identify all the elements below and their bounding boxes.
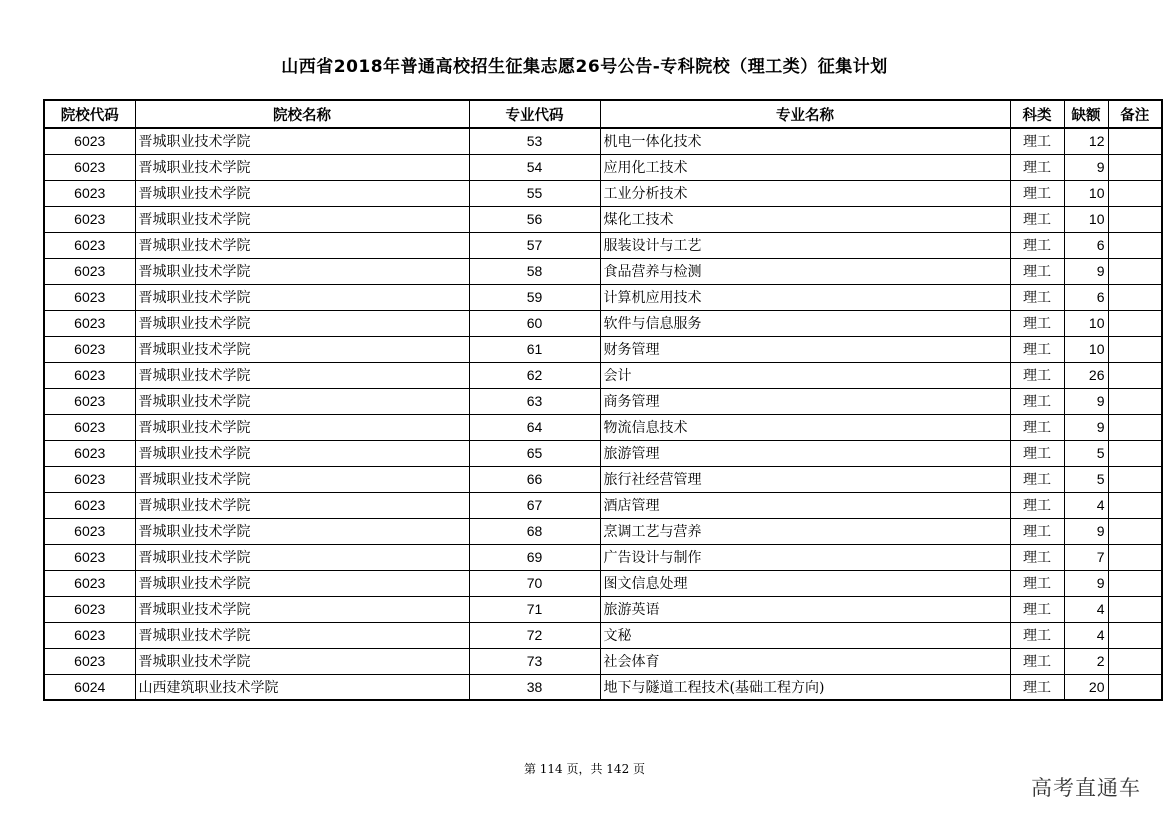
- table-row: [44, 466, 1162, 492]
- cell-school-code: 6023: [44, 206, 135, 232]
- cell-category: 理工: [1010, 284, 1064, 310]
- cell-school-name: 晋城职业技术学院: [135, 570, 469, 596]
- table-row: [44, 206, 1162, 232]
- cell-major-code: 68: [469, 518, 600, 544]
- cell-major-code: 63: [469, 388, 600, 414]
- cell-category: 理工: [1010, 648, 1064, 674]
- cell-school-code: 6023: [44, 336, 135, 362]
- cell-category: 理工: [1010, 440, 1064, 466]
- cell-vacancies: 10: [1064, 336, 1108, 362]
- table-row: [44, 388, 1162, 414]
- cell-school-name: 晋城职业技术学院: [135, 336, 469, 362]
- cell-school-name: 晋城职业技术学院: [135, 518, 469, 544]
- table-row: [44, 232, 1162, 258]
- cell-school-code: 6023: [44, 440, 135, 466]
- cell-major-code: 64: [469, 414, 600, 440]
- cell-vacancies: 5: [1064, 466, 1108, 492]
- cell-school-code: 6023: [44, 570, 135, 596]
- table-row: [44, 128, 1162, 154]
- cell-major-code: 61: [469, 336, 600, 362]
- cell-remark: [1108, 648, 1162, 674]
- cell-remark: [1108, 258, 1162, 284]
- cell-major-name: 文秘: [600, 622, 1010, 648]
- cell-school-name: 晋城职业技术学院: [135, 128, 469, 154]
- cell-school-code: 6023: [44, 362, 135, 388]
- cell-school-name: 晋城职业技术学院: [135, 180, 469, 206]
- cell-school-code: 6023: [44, 492, 135, 518]
- cell-school-code: 6023: [44, 622, 135, 648]
- cell-school-code: 6023: [44, 128, 135, 154]
- cell-school-code: 6023: [44, 596, 135, 622]
- cell-school-name: 晋城职业技术学院: [135, 154, 469, 180]
- cell-remark: [1108, 570, 1162, 596]
- cell-major-code: 69: [469, 544, 600, 570]
- page-footer: 第 114 页，共 142 页: [523, 762, 646, 776]
- cell-major-code: 67: [469, 492, 600, 518]
- cell-major-name: 旅行社经营管理: [600, 466, 1010, 492]
- cell-major-code: 60: [469, 310, 600, 336]
- watermark: 高考直通车: [1031, 776, 1141, 800]
- cell-vacancies: 9: [1064, 388, 1108, 414]
- cell-school-code: 6023: [44, 284, 135, 310]
- cell-school-code: 6023: [44, 518, 135, 544]
- cell-school-code: 6023: [44, 258, 135, 284]
- table-row: [44, 310, 1162, 336]
- cell-remark: [1108, 674, 1162, 700]
- cell-vacancies: 4: [1064, 622, 1108, 648]
- table-row: [44, 674, 1162, 700]
- cell-category: 理工: [1010, 258, 1064, 284]
- cell-school-name: 晋城职业技术学院: [135, 466, 469, 492]
- cell-school-code: 6023: [44, 232, 135, 258]
- cell-vacancies: 9: [1064, 518, 1108, 544]
- cell-vacancies: 26: [1064, 362, 1108, 388]
- cell-major-name: 机电一体化技术: [600, 128, 1010, 154]
- cell-school-code: 6023: [44, 544, 135, 570]
- cell-vacancies: 4: [1064, 492, 1108, 518]
- cell-category: 理工: [1010, 414, 1064, 440]
- cell-school-code: 6023: [44, 154, 135, 180]
- cell-category: 理工: [1010, 596, 1064, 622]
- cell-remark: [1108, 596, 1162, 622]
- cell-remark: [1108, 362, 1162, 388]
- cell-major-code: 72: [469, 622, 600, 648]
- cell-remark: [1108, 180, 1162, 206]
- cell-category: 理工: [1010, 232, 1064, 258]
- cell-major-name: 计算机应用技术: [600, 284, 1010, 310]
- cell-major-name: 会计: [600, 362, 1010, 388]
- cell-major-name: 工业分析技术: [600, 180, 1010, 206]
- cell-major-code: 66: [469, 466, 600, 492]
- cell-vacancies: 10: [1064, 206, 1108, 232]
- cell-remark: [1108, 544, 1162, 570]
- cell-major-name: 旅游管理: [600, 440, 1010, 466]
- cell-major-code: 55: [469, 180, 600, 206]
- cell-major-name: 食品营养与检测: [600, 258, 1010, 284]
- cell-school-code: 6023: [44, 466, 135, 492]
- table-row: [44, 570, 1162, 596]
- cell-vacancies: 9: [1064, 154, 1108, 180]
- cell-school-name: 晋城职业技术学院: [135, 622, 469, 648]
- cell-vacancies: 12: [1064, 128, 1108, 154]
- cell-school-name: 晋城职业技术学院: [135, 232, 469, 258]
- table-row: [44, 622, 1162, 648]
- cell-category: 理工: [1010, 336, 1064, 362]
- cell-school-name: 晋城职业技术学院: [135, 362, 469, 388]
- cell-major-name: 商务管理: [600, 388, 1010, 414]
- cell-remark: [1108, 232, 1162, 258]
- cell-major-name: 物流信息技术: [600, 414, 1010, 440]
- cell-major-name: 服装设计与工艺: [600, 232, 1010, 258]
- cell-remark: [1108, 492, 1162, 518]
- cell-school-name: 晋城职业技术学院: [135, 258, 469, 284]
- cell-remark: [1108, 518, 1162, 544]
- cell-category: 理工: [1010, 466, 1064, 492]
- cell-vacancies: 10: [1064, 310, 1108, 336]
- cell-school-code: 6023: [44, 648, 135, 674]
- header-category: 科类: [1010, 100, 1064, 128]
- document-title: 山西省2018年普通高校招生征集志愿26号公告-专科院校（理工类）征集计划: [281, 57, 888, 77]
- table-row: [44, 492, 1162, 518]
- cell-category: 理工: [1010, 492, 1064, 518]
- cell-school-name: 晋城职业技术学院: [135, 596, 469, 622]
- cell-category: 理工: [1010, 128, 1064, 154]
- cell-major-name: 酒店管理: [600, 492, 1010, 518]
- cell-school-name: 晋城职业技术学院: [135, 310, 469, 336]
- enrollment-plan-table: [43, 99, 1163, 701]
- cell-school-code: 6023: [44, 310, 135, 336]
- cell-vacancies: 5: [1064, 440, 1108, 466]
- cell-category: 理工: [1010, 622, 1064, 648]
- cell-remark: [1108, 414, 1162, 440]
- cell-major-code: 70: [469, 570, 600, 596]
- cell-vacancies: 20: [1064, 674, 1108, 700]
- cell-major-name: 软件与信息服务: [600, 310, 1010, 336]
- table-row: [44, 596, 1162, 622]
- cell-school-code: 6024: [44, 674, 135, 700]
- cell-school-code: 6023: [44, 180, 135, 206]
- cell-vacancies: 7: [1064, 544, 1108, 570]
- table-row: [44, 284, 1162, 310]
- cell-school-name: 晋城职业技术学院: [135, 492, 469, 518]
- cell-vacancies: 10: [1064, 180, 1108, 206]
- table-row: [44, 258, 1162, 284]
- cell-remark: [1108, 128, 1162, 154]
- cell-category: 理工: [1010, 388, 1064, 414]
- cell-vacancies: 6: [1064, 284, 1108, 310]
- cell-major-code: 56: [469, 206, 600, 232]
- table-row: [44, 648, 1162, 674]
- cell-vacancies: 9: [1064, 570, 1108, 596]
- header-school-name: 院校名称: [135, 100, 469, 128]
- cell-major-name: 旅游英语: [600, 596, 1010, 622]
- cell-major-code: 71: [469, 596, 600, 622]
- cell-major-code: 65: [469, 440, 600, 466]
- cell-vacancies: 9: [1064, 258, 1108, 284]
- cell-major-code: 57: [469, 232, 600, 258]
- cell-remark: [1108, 336, 1162, 362]
- cell-vacancies: 4: [1064, 596, 1108, 622]
- cell-remark: [1108, 622, 1162, 648]
- cell-major-code: 53: [469, 128, 600, 154]
- cell-school-name: 晋城职业技术学院: [135, 648, 469, 674]
- cell-school-name: 山西建筑职业技术学院: [135, 674, 469, 700]
- cell-school-name: 晋城职业技术学院: [135, 414, 469, 440]
- header-major-code: 专业代码: [469, 100, 600, 128]
- cell-major-code: 73: [469, 648, 600, 674]
- table-row: [44, 414, 1162, 440]
- cell-remark: [1108, 440, 1162, 466]
- cell-major-name: 应用化工技术: [600, 154, 1010, 180]
- cell-remark: [1108, 154, 1162, 180]
- cell-remark: [1108, 284, 1162, 310]
- header-school-code: 院校代码: [44, 100, 135, 128]
- cell-school-code: 6023: [44, 414, 135, 440]
- cell-category: 理工: [1010, 544, 1064, 570]
- cell-major-name: 社会体育: [600, 648, 1010, 674]
- cell-category: 理工: [1010, 206, 1064, 232]
- cell-school-name: 晋城职业技术学院: [135, 440, 469, 466]
- table-row: [44, 154, 1162, 180]
- cell-remark: [1108, 466, 1162, 492]
- cell-major-name: 广告设计与制作: [600, 544, 1010, 570]
- cell-category: 理工: [1010, 310, 1064, 336]
- cell-vacancies: 9: [1064, 414, 1108, 440]
- cell-school-name: 晋城职业技术学院: [135, 388, 469, 414]
- cell-remark: [1108, 206, 1162, 232]
- cell-school-name: 晋城职业技术学院: [135, 206, 469, 232]
- table-row: [44, 440, 1162, 466]
- cell-school-name: 晋城职业技术学院: [135, 284, 469, 310]
- cell-remark: [1108, 310, 1162, 336]
- cell-major-name: 地下与隧道工程技术(基础工程方向): [600, 674, 1010, 700]
- table-row: [44, 180, 1162, 206]
- cell-major-code: 59: [469, 284, 600, 310]
- cell-school-name: 晋城职业技术学院: [135, 544, 469, 570]
- cell-category: 理工: [1010, 154, 1064, 180]
- cell-school-code: 6023: [44, 388, 135, 414]
- table-row: [44, 336, 1162, 362]
- cell-vacancies: 6: [1064, 232, 1108, 258]
- table-row: [44, 544, 1162, 570]
- table-row: [44, 518, 1162, 544]
- cell-category: 理工: [1010, 362, 1064, 388]
- cell-major-name: 财务管理: [600, 336, 1010, 362]
- header-major-name: 专业名称: [600, 100, 1010, 128]
- cell-major-code: 54: [469, 154, 600, 180]
- cell-vacancies: 2: [1064, 648, 1108, 674]
- cell-major-code: 38: [469, 674, 600, 700]
- header-vacancies: 缺额: [1064, 100, 1108, 128]
- cell-major-name: 图文信息处理: [600, 570, 1010, 596]
- cell-category: 理工: [1010, 180, 1064, 206]
- cell-remark: [1108, 388, 1162, 414]
- cell-major-name: 烹调工艺与营养: [600, 518, 1010, 544]
- cell-category: 理工: [1010, 674, 1064, 700]
- table-header-row: [44, 100, 1162, 128]
- header-remark: 备注: [1108, 100, 1162, 128]
- cell-major-code: 62: [469, 362, 600, 388]
- cell-category: 理工: [1010, 570, 1064, 596]
- table-row: [44, 362, 1162, 388]
- cell-category: 理工: [1010, 518, 1064, 544]
- cell-major-name: 煤化工技术: [600, 206, 1010, 232]
- cell-major-code: 58: [469, 258, 600, 284]
